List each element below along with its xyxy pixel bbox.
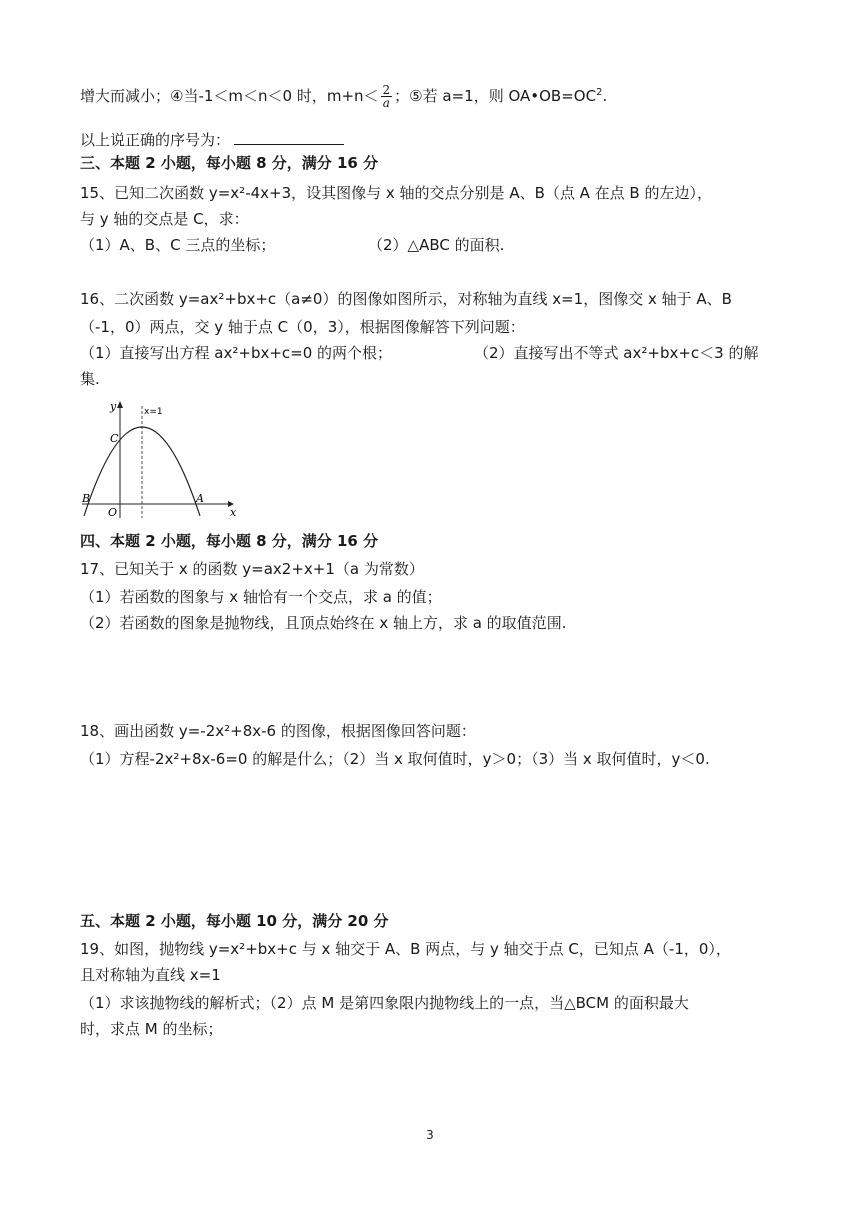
q14-answer-line bbox=[80, 128, 344, 151]
label-B: B bbox=[82, 492, 91, 505]
section5-heading: 五、本题 2 小题，每小题 10 分，满分 20 分 bbox=[80, 912, 389, 930]
q19-line1: 19、如图，抛物线 y=x²+bx+c 与 x 轴交于 A、B 两点，与 y 轴交于点 C，已知点 A（-1，0）， bbox=[80, 940, 731, 958]
fraction-2-over-a: $\frac{2}{a}$ bbox=[382, 83, 391, 110]
q19-line3: （1）求该抛物线的解析式；（2）点 M 是第四象限内抛物线上的一点，当△BCM 的面积最大 bbox=[80, 994, 689, 1012]
answer-blank[interactable] bbox=[234, 128, 344, 145]
q17-part1: （1）若函数的图象与 x 轴恰有一个交点，求 a 的值； bbox=[80, 588, 442, 606]
q14-tail-text: 增大而减小；④当-1＜m＜n＜0 时，m+n＜ bbox=[80, 87, 379, 105]
section3-heading: 三、本题 2 小题，每小题 8 分，满分 16 分 bbox=[80, 154, 379, 172]
label-x: x bbox=[230, 506, 237, 519]
label-O: O bbox=[108, 506, 118, 519]
q14-tail-line: 增大而减小；④当-1＜m＜n＜0 时，m+n＜ $\frac{2}{a}$ ；⑤若 a=1，则 $OA•OB=OC^2$. bbox=[80, 83, 608, 110]
q16-line2: （-1，0）两点，交 y 轴于点 C（0，3），根据图像解答下列问题： bbox=[80, 318, 525, 336]
label-A: A bbox=[196, 492, 204, 505]
q17-part2: （2）若函数的图象是抛物线，且顶点始终在 x 轴上方，求 a 的取值范围. bbox=[80, 614, 567, 632]
q17-line1: 17、已知关于 x 的函数 y=ax2+x+1（a 为常数） bbox=[80, 560, 424, 578]
q14-answer-prompt: 以上说正确的序号为： bbox=[80, 131, 231, 149]
q19-line2: 且对称轴为直线 x=1 bbox=[80, 966, 221, 984]
label-y: y bbox=[110, 400, 117, 413]
label-symmetry: x=1 bbox=[144, 407, 163, 417]
label-C: C bbox=[110, 432, 119, 445]
q16-line1: 16、二次函数 y=ax²+bx+c（a≠0）的图像如图所示，对称轴为直线 x=1，图像交 x 轴于 A、B bbox=[80, 290, 732, 308]
page-number: 3 bbox=[426, 1128, 434, 1142]
q15-part2: （2）△ABC 的面积. bbox=[368, 236, 505, 254]
q19-line4: 时，求点 M 的坐标； bbox=[80, 1020, 223, 1038]
q15-part1: （1）A、B、C 三点的坐标； bbox=[80, 236, 276, 254]
q16-part1: （1）直接写出方程 ax²+bx+c=0 的两个根； bbox=[80, 344, 393, 362]
q18-parts: （1）方程-2x²+8x-6=0 的解是什么；（2）当 x 取何值时，y＞0；（3）当 x 取何值时，y＜0. bbox=[80, 750, 710, 768]
q16-part2-cont: 集. bbox=[80, 370, 100, 388]
section4-heading: 四、本题 2 小题，每小题 8 分，满分 16 分 bbox=[80, 532, 379, 550]
parabola-graph bbox=[80, 398, 240, 520]
q16-part2: （2）直接写出不等式 ax²+bx+c＜3 的解 bbox=[474, 344, 759, 362]
q15-line2: 与 y 轴的交点是 C，求： bbox=[80, 210, 249, 228]
q15-line1: 15、已知二次函数 y=x²-4x+3，设其图像与 x 轴的交点分别是 A、B（点 A 在点 B 的左边）， bbox=[80, 184, 712, 202]
q18-line1: 18、画出函数 y=-2x²+8x-6 的图像，根据图像回答问题： bbox=[80, 722, 476, 740]
y-axis-arrow bbox=[117, 401, 123, 408]
